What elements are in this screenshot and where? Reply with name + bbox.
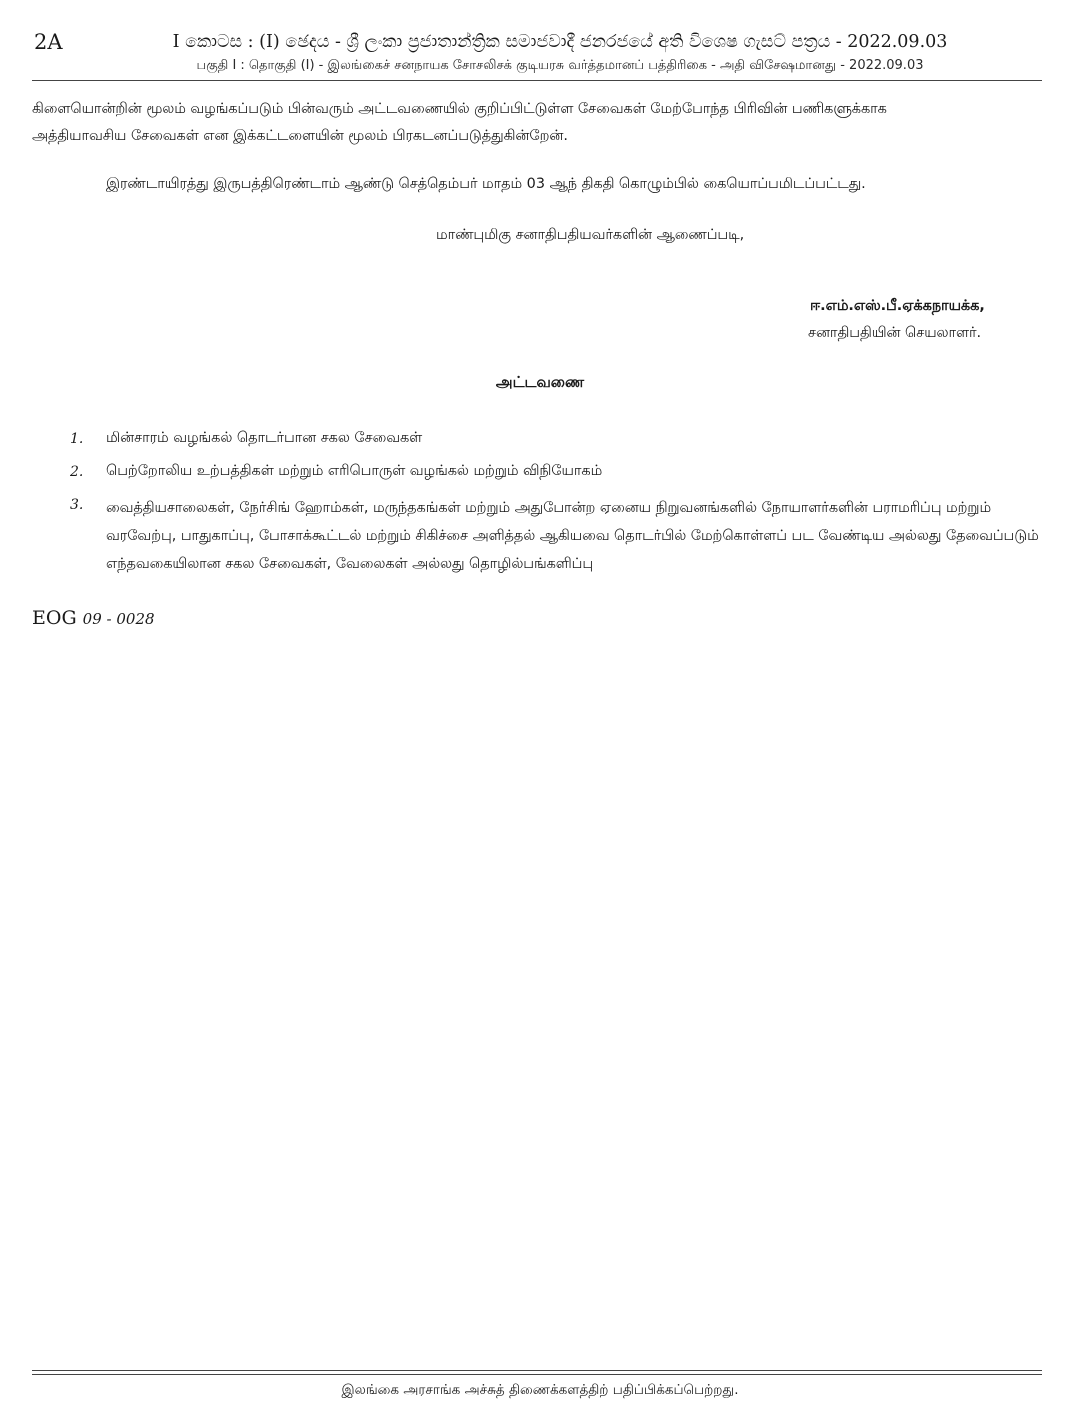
schedule-item-number: 1. bbox=[70, 431, 84, 447]
reference-suffix: 09 - 0028 bbox=[82, 610, 155, 628]
paragraph-line-1: கிளையொன்றின் மூலம் வழங்கப்படும் பின்வரும் அட்டவணையில் குறிப்பிட்டுள்ள சேவைகள் மேற்போந்த பிரிவின் பணிகளுக்காக bbox=[32, 101, 887, 117]
schedule-item-number: 3. bbox=[70, 497, 84, 513]
reference-prefix: EOG bbox=[32, 607, 77, 629]
schedule-item-text: பெற்றோலிய உற்பத்திகள் மற்றும் எரிபொருள் வழங்கல் மற்றும் விநியோகம் bbox=[106, 463, 603, 479]
schedule-item-number: 2. bbox=[70, 464, 84, 480]
paragraph-line-2: அத்தியாவசிய சேவைகள் என இக்கட்டளையின் மூலம் பிரகடனப்படுத்துகின்றேன். bbox=[32, 128, 568, 144]
schedule-item-text: வைத்தியசாலைகள், நேர்சிங் ஹோம்கள், மருந்தகங்கள் மற்றும் அதுபோன்ற ஏனைய நிறுவனங்களில் நோயாளர்களின் பராமரிப்பு மற்றும் வரவேற்பு, பாதுகாப்பு, போசாக்கூட்டல் மற்றும் சிகிச்சை அளித்தல் ஆகியவை தொடர்பில் மேற்கொள்ளப் பட வேண்டிய அல்லது தேவைப்படும் எந்தவகையிலான சகல சேவைகள், வேலைகள் அல்லது தொழில்பங்களிப்பு bbox=[106, 500, 1039, 572]
header-sinhala-title: I කොටස : (I) ඡෙදය - ශ්‍රී ලංකා ප්‍රජාතාන්ත්‍රික සමාජවාදී ජනරජයේ අති විශෙෂ ගැසට් පත්‍රය - 2022.09.03 bbox=[172, 32, 948, 52]
dated-signed-line: இரண்டாயிரத்து இருபத்திரெண்டாம் ஆண்டு செத்தெம்பர் மாதம் 03 ஆந் திகதி கொழும்பில் கையொப்பமிடப்பட்டது. bbox=[106, 176, 866, 192]
presidential-order-line: மாண்புமிகு சனாதிபதியவர்களின் ஆணைப்படி, bbox=[436, 227, 745, 243]
printer-imprint: இலங்கை அரசாங்க அச்சுத் திணைக்களத்திற் பதிப்பிக்கப்பெற்றது. bbox=[341, 1382, 739, 1398]
schedule-heading: அட்டவணை bbox=[495, 373, 585, 391]
schedule-item-text: மின்சாரம் வழங்கல் தொடர்பான சகல சேவைகள் bbox=[106, 430, 423, 446]
signatory-title: சனாதிபதியின் செயலாளர். bbox=[808, 325, 982, 341]
footer-divider-top bbox=[32, 1370, 1042, 1371]
reference-code bbox=[32, 607, 155, 629]
header-tamil-title: பகுதி I : தொகுதி (I) - இலங்கைச் சனநாயக சோசலிசக் குடியரசு வர்த்தமானப் பத்திரிகை - அதி விசேஷமானது - 2022.09.03 bbox=[196, 58, 924, 73]
header-divider bbox=[32, 80, 1042, 81]
footer-divider-bottom bbox=[32, 1374, 1042, 1375]
signatory-name: ஈ.எம்.எஸ்.பீ.ஏக்கநாயக்க, bbox=[810, 298, 985, 314]
page-number: 2A bbox=[34, 30, 63, 54]
